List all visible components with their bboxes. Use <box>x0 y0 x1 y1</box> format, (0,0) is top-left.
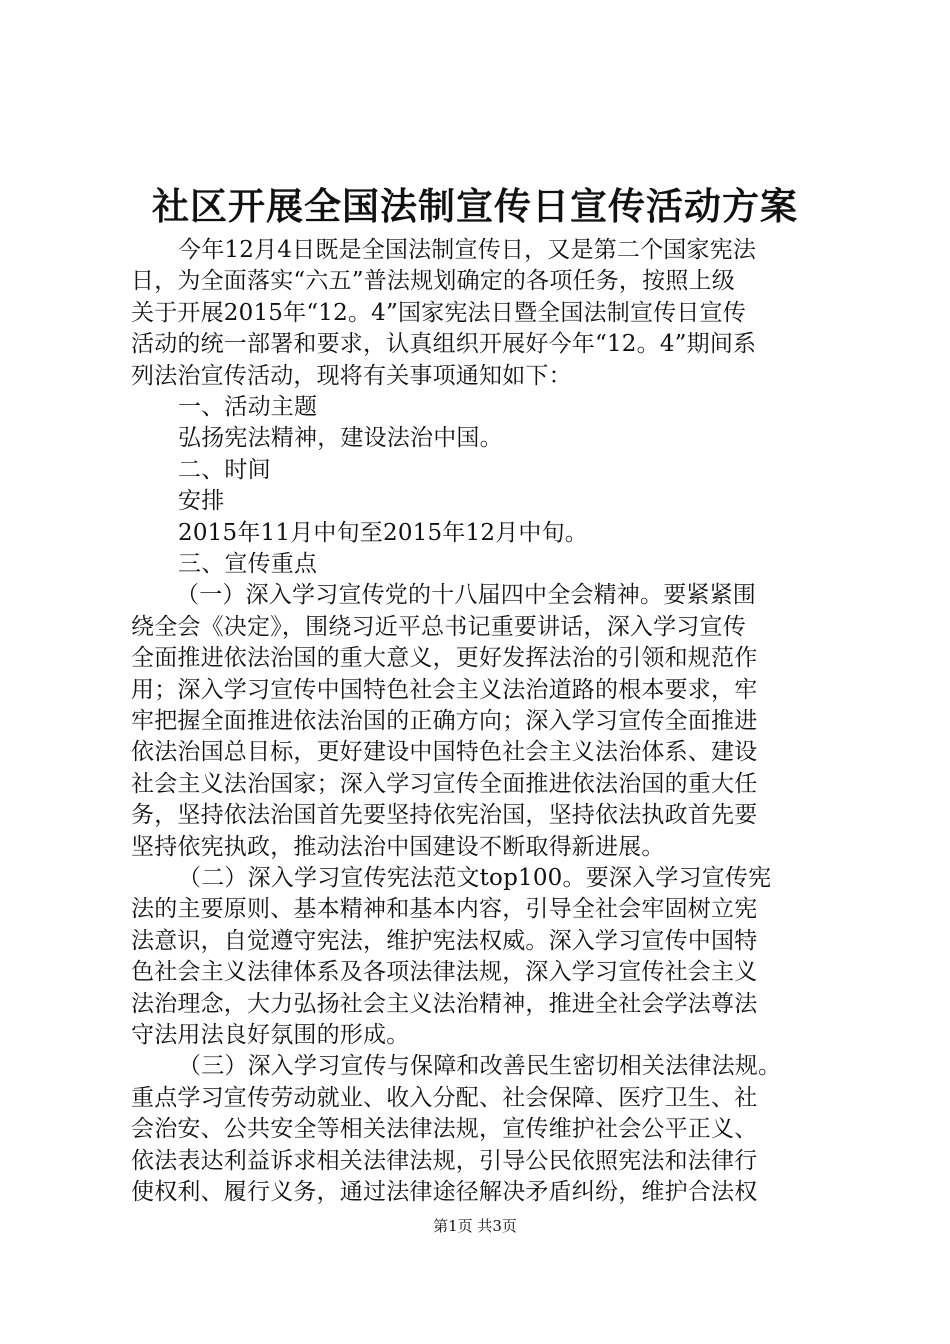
body-line: 日，为全面落实“六五”普法规划确定的各项任务，按照上级 <box>131 268 735 294</box>
body-line: 务，坚持依法治国首先要坚持依宪治国，坚持依法执政首先要 <box>131 802 758 828</box>
body-line: 法意识，自觉遵守宪法，维护宪法权威。深入学习宣传中国特 <box>131 928 758 954</box>
body-line: 全面推进依法治国的重大意义，更好发挥法治的引领和规范作 <box>131 645 758 671</box>
section-heading: 二、时间 <box>178 457 271 483</box>
body-line: 社会主义法治国家；深入学习宣传全面推进依法治国的重大任 <box>131 771 758 797</box>
body-line: 2015年11月中旬至2015年12月中旬。 <box>178 520 588 546</box>
body-line: 牢把握全面推进依法治国的正确方向；深入学习宣传全面推进 <box>131 708 758 734</box>
body-line: 绕全会《决定》，围绕习近平总书记重要讲话，深入学习宣传 <box>131 614 746 640</box>
body-line: （一）深入学习宣传党的十八届四中全会精神。要紧紧围 <box>176 582 756 608</box>
body-line: 会治安、公共安全等相关法律法规，宣传维护社会公平正义、 <box>131 1116 758 1142</box>
body-line: 重点学习宣传劳动就业、收入分配、社会保障、医疗卫生、社 <box>131 1085 758 1111</box>
body-line: 坚持依宪执政，推动法治中国建设不断取得新进展。 <box>131 834 665 860</box>
page-footer: 第1页 共3页 <box>433 1217 517 1235</box>
body-line: 依法表达利益诉求相关法律法规，引导公民依照宪法和法律行 <box>131 1148 758 1174</box>
body-line: 法的主要原则、基本精神和基本内容，引导全社会牢固树立宪 <box>131 896 758 922</box>
body-line: 今年12月4日既是全国法制宣传日，又是第二个国家宪法 <box>178 237 757 263</box>
body-line: 活动的统一部署和要求，认真组织开展好今年“12。4”期间系 <box>131 331 757 357</box>
body-line: 使权利、履行义务，通过法律途径解决矛盾纠纷，维护合法权 <box>131 1179 758 1205</box>
body-line: 依法治国总目标，更好建设中国特色社会主义法治体系、建设 <box>131 739 758 765</box>
body-line: 关于开展2015年“12。4”国家宪法日暨全国法制宣传日宣传 <box>131 300 746 326</box>
section-heading: 一、活动主题 <box>178 394 318 420</box>
body-line: 安排 <box>178 488 225 514</box>
body-line: 色社会主义法律体系及各项法律法规，深入学习宣传社会主义 <box>131 959 758 985</box>
body-line: 列法治宣传活动，现将有关事项通知如下： <box>131 363 572 389</box>
body-line: 用；深入学习宣传中国特色社会主义法治道路的根本要求，牢 <box>131 677 758 703</box>
document-title: 社区开展全国法制宣传日宣传活动方案 <box>152 184 798 228</box>
body-line: 弘扬宪法精神，建设法治中国。 <box>178 425 503 451</box>
body-line: （三）深入学习宣传与保障和改善民生密切相关法律法规。 <box>178 1053 782 1079</box>
section-heading: 三、宣传重点 <box>178 551 318 577</box>
body-line: （二）深入学习宣传宪法范文top100。要深入学习宣传宪 <box>178 865 772 891</box>
body-line: 法治理念，大力弘扬社会主义法治精神，推进全社会学法尊法 <box>131 991 758 1017</box>
body-line: 守法用法良好氛围的形成。 <box>131 1022 410 1048</box>
